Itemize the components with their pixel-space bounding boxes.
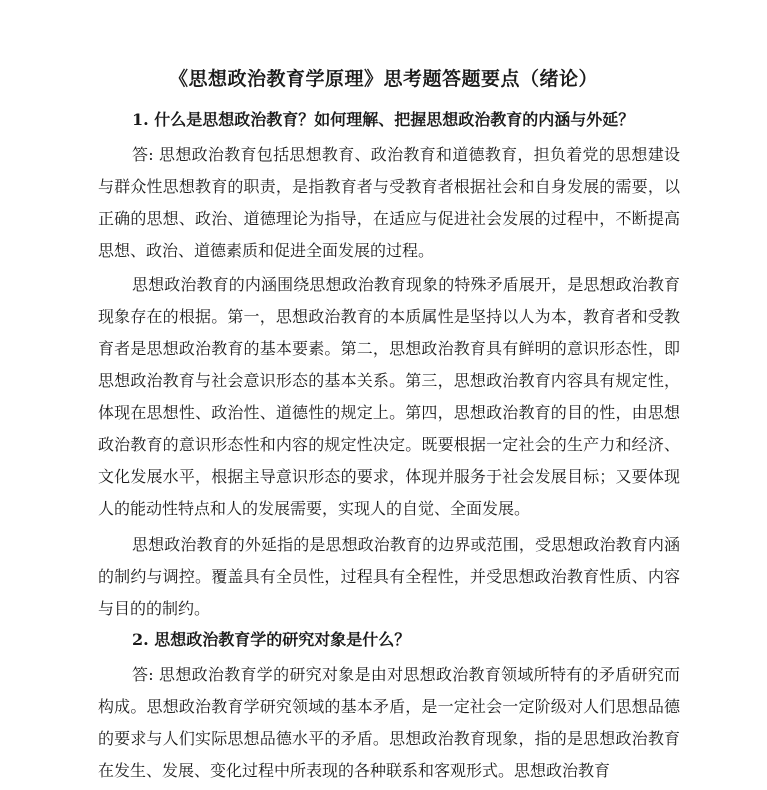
- document-title: 《思想政治教育学原理》思考题答题要点（绪论）: [168, 68, 598, 90]
- answer-1-paragraph-3: 思想政治教育的外延指的是思想政治教育的边界或范围，受思想政治教育内涵的制约与调控。覆盖具有全员性，过程具有全程性，并受思想政治教育性质、内容与目的的制约。: [98, 535, 680, 618]
- answer-1-paragraph-2: 思想政治教育的内涵围绕思想政治教育现象的特殊矛盾展开，是思想政治教育现象存在的根据。第一，思想政治教育的本质属性是坚持以人为本，教育者和受教育者是思想政治教育的基本要素。第二，思想政治教育具有鲜明的意识形态性，即思想政治教育与社会意识形态的基本关系。第三，思想政治教育内容具有规定性，体现在思想性、政治性、道德性的规定上。第四，思想政治教育的目的性，由思想政治教育的意识形态性和内容的规定性决定。既要根据一定社会的生产力和经济、文化发展水平，根据主导意识形态的要求，体现并服务于社会发展目标；又要体现人的能动性特点和人的发展需要，实现人的自觉、全面发展。: [98, 275, 680, 518]
- question-2-heading: 2. 思想政治教育学的研究对象是什么？: [132, 630, 411, 649]
- answer-1-paragraph-1: 答: 思想政治教育包括思想教育、政治教育和道德教育，担负着党的思想建设与群众性思想教育的职责，是指教育者与受教育者根据社会和自身发展的需要，以正确的思想、政治、道德理论为指导，在适应与促进社会发展的过程中，不断提高思想、政治、道德素质和促进全面发展的过程。: [98, 145, 680, 260]
- answer-2-paragraph-1: 答: 思想政治教育学的研究对象是由对思想政治教育领域所特有的矛盾研究而构成。思想政治教育学研究领域的基本矛盾，是一定社会一定阶级对人们思想品德的要求与人们实际思想品德水平的矛盾。思想政治教育现象，指的是思想政治教育在发生、发展、变化过程中所表现的各种联系和客观形式。思想政治教育: [98, 665, 680, 780]
- question-1-heading: 1. 什么是思想政治教育？如何理解、把握思想政治教育的内涵与外延？: [132, 110, 635, 129]
